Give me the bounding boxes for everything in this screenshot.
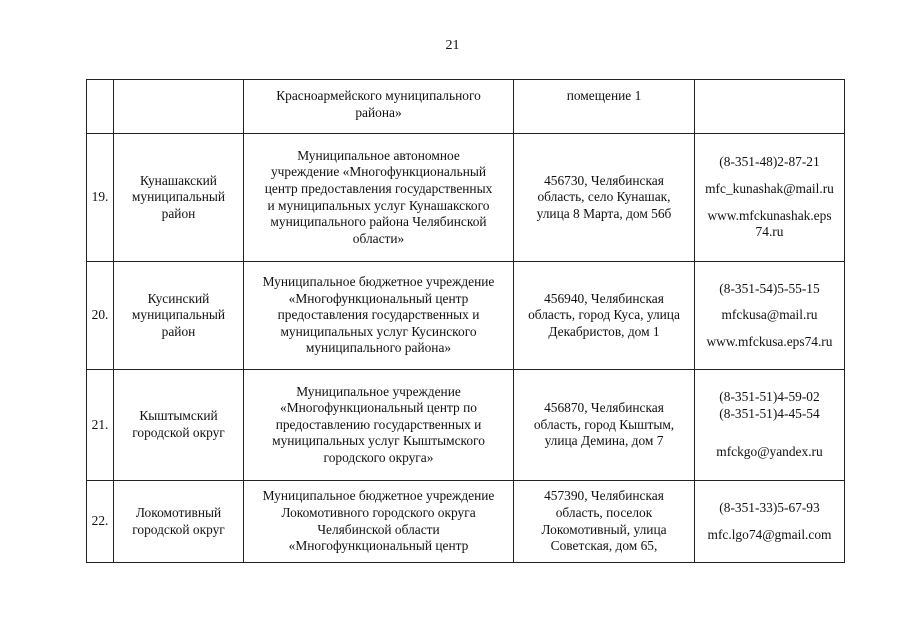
organization-name-line: муниципальных услуг Кусинского <box>280 323 477 339</box>
address-line: улица 8 Марта, дом 56б <box>536 205 672 221</box>
contacts <box>695 80 845 134</box>
municipality-name <box>114 262 244 370</box>
municipality-name-line: Кусинский <box>147 290 210 306</box>
organization-name-line: муниципального района Челябинской <box>270 214 487 230</box>
contact-line: 74.ru <box>755 224 784 240</box>
address <box>514 481 695 563</box>
address-line: 456940, Челябинская <box>544 290 664 306</box>
contact-line: mfckgo@yandex.ru <box>716 444 823 460</box>
organization-name-line: области» <box>352 230 405 246</box>
municipality-name-line: муниципальный <box>131 189 226 205</box>
organization-name <box>244 370 514 481</box>
address-line: область, поселок <box>555 504 653 520</box>
table-row <box>87 134 845 262</box>
row-number: 21. <box>87 370 114 481</box>
contacts <box>695 481 845 563</box>
contact-spacer <box>698 198 841 208</box>
municipality-name-line: Кыштымский <box>139 408 218 424</box>
organization-name <box>244 262 514 370</box>
organization-name-line: Локомотивного городского округа <box>281 504 476 520</box>
contacts <box>695 134 845 262</box>
organization-name-line: центр предоставления государственных <box>264 180 493 196</box>
organization-name-line: «Многофункциональный центр <box>288 290 469 306</box>
organization-name-line: Муниципальное автономное <box>297 147 460 163</box>
municipality-name <box>114 80 244 134</box>
organization-name-line: Муниципальное учреждение <box>296 383 461 399</box>
page-number: 21 <box>445 38 460 53</box>
municipality-name-line: городской округ <box>132 425 225 440</box>
row-number <box>87 80 114 134</box>
organization-name-line: района» <box>355 104 402 120</box>
contact-spacer <box>698 297 841 307</box>
contact-spacer <box>698 517 841 527</box>
table-row <box>87 481 845 563</box>
organization-name-line: муниципального района» <box>305 340 452 356</box>
contact-line: (8-351-48)2-87-21 <box>719 154 820 170</box>
row-number: 20. <box>87 262 114 370</box>
contact-line: (8-351-54)5-55-15 <box>719 280 820 296</box>
contact-line: mfc_kunashak@mail.ru <box>705 180 834 196</box>
address-line: улица Демина, дом 7 <box>544 433 664 449</box>
contact-line: www.mfckunashak.eps <box>707 207 832 223</box>
address-line: Декабристов, дом 1 <box>548 323 660 339</box>
row-number: 22. <box>87 481 114 563</box>
mfc-table <box>86 79 845 563</box>
address <box>514 370 695 481</box>
organization-name-line: Муниципальное бюджетное учреждение <box>262 274 495 290</box>
address-line: 457390, Челябинская <box>544 488 664 504</box>
address-line: помещение 1 <box>566 88 642 103</box>
municipality-name <box>114 134 244 262</box>
municipality-name-line: Кунашакский <box>140 172 217 188</box>
organization-name-line: Красноармейского муниципального <box>276 88 481 103</box>
municipality-name-line: городской округ <box>132 521 225 537</box>
address-line: область, город Куса, улица <box>528 307 680 323</box>
organization-name-line: муниципальных услуг Кыштымского <box>272 433 485 449</box>
contact-spacer <box>698 171 841 181</box>
row-number: 19. <box>87 134 114 262</box>
organization-name-line: предоставления государственных и <box>277 307 480 323</box>
contact-line: (8-351-33)5-67-93 <box>719 499 820 515</box>
organization-name-line: «Многофункциональный центр по <box>280 400 477 416</box>
municipality-name-line: муниципальный <box>131 307 226 323</box>
organization-name-line: городского округа» <box>323 449 434 465</box>
table-row <box>87 370 845 481</box>
address <box>514 80 695 134</box>
contact-line: mfc.lgo74@gmail.com <box>707 526 832 542</box>
organization-name-line: Челябинской области <box>317 521 440 537</box>
organization-name <box>244 481 514 563</box>
municipality-name-line: район <box>161 323 196 339</box>
contacts <box>695 262 845 370</box>
municipality-name <box>114 370 244 481</box>
organization-name-line: предоставлению государственных и <box>275 416 482 432</box>
contact-line: (8-351-51)4-45-54 <box>719 405 820 421</box>
organization-name-line: и муниципальных услуг Кунашакского <box>267 197 490 213</box>
address-line: 456730, Челябинская <box>544 172 664 188</box>
contact-line: www.mfckusa.eps74.ru <box>706 333 833 349</box>
contact-spacer <box>698 422 841 444</box>
contacts <box>695 370 845 481</box>
address-line: Локомотивный, улица <box>541 521 667 537</box>
address-line: область, город Кыштым, <box>533 416 675 432</box>
address <box>514 134 695 262</box>
municipality-name-line: район <box>161 205 196 221</box>
organization-name <box>244 134 514 262</box>
organization-name-line: учреждение «Многофункциональный <box>270 164 487 180</box>
address-line: область, село Кунашак, <box>537 189 671 205</box>
address <box>514 262 695 370</box>
organization-name <box>244 80 514 134</box>
table-row <box>87 80 845 134</box>
address-line: Советская, дом 65, <box>550 538 658 554</box>
address-line: 456870, Челябинская <box>544 400 664 416</box>
contact-line: (8-351-51)4-59-02 <box>719 389 820 405</box>
municipality-name-line: Локомотивный <box>135 504 222 520</box>
municipality-name <box>114 481 244 563</box>
table-row <box>87 262 845 370</box>
contact-spacer <box>698 324 841 334</box>
contact-line: mfckusa@mail.ru <box>721 307 818 323</box>
organization-name-line: «Многофункциональный центр <box>288 538 469 554</box>
organization-name-line: Муниципальное бюджетное учреждение <box>262 488 495 504</box>
